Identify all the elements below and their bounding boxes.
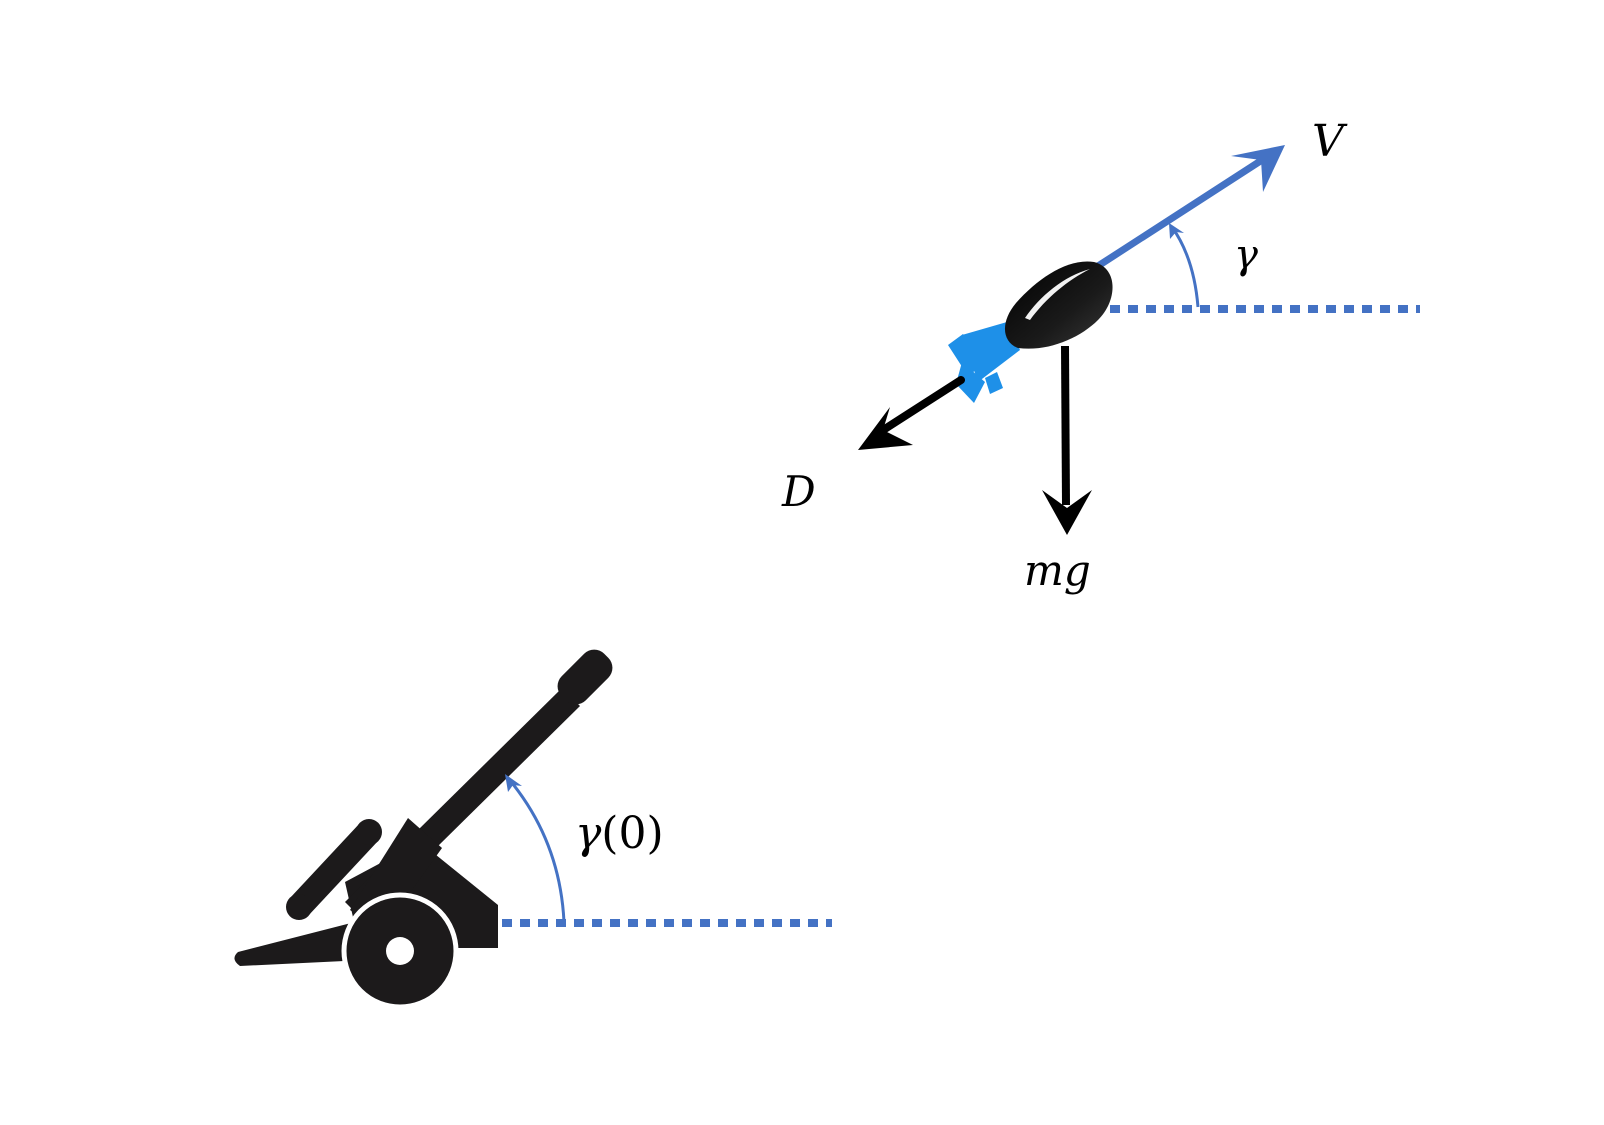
label-initial-angle: γ(0) <box>575 808 664 859</box>
angle-arc-gamma <box>1169 223 1198 307</box>
projectile-icon <box>948 261 1113 403</box>
label-weight: mg <box>1024 546 1091 595</box>
label-drag: D <box>782 467 816 516</box>
cannon-icon <box>234 644 618 1007</box>
drag-vector <box>858 380 961 450</box>
label-velocity: V <box>1312 116 1344 167</box>
weight-vector <box>1042 346 1092 535</box>
projectile-nose <box>1005 261 1113 348</box>
label-flight-path-angle: γ <box>1234 232 1258 278</box>
angle-arc-initial <box>505 774 564 922</box>
